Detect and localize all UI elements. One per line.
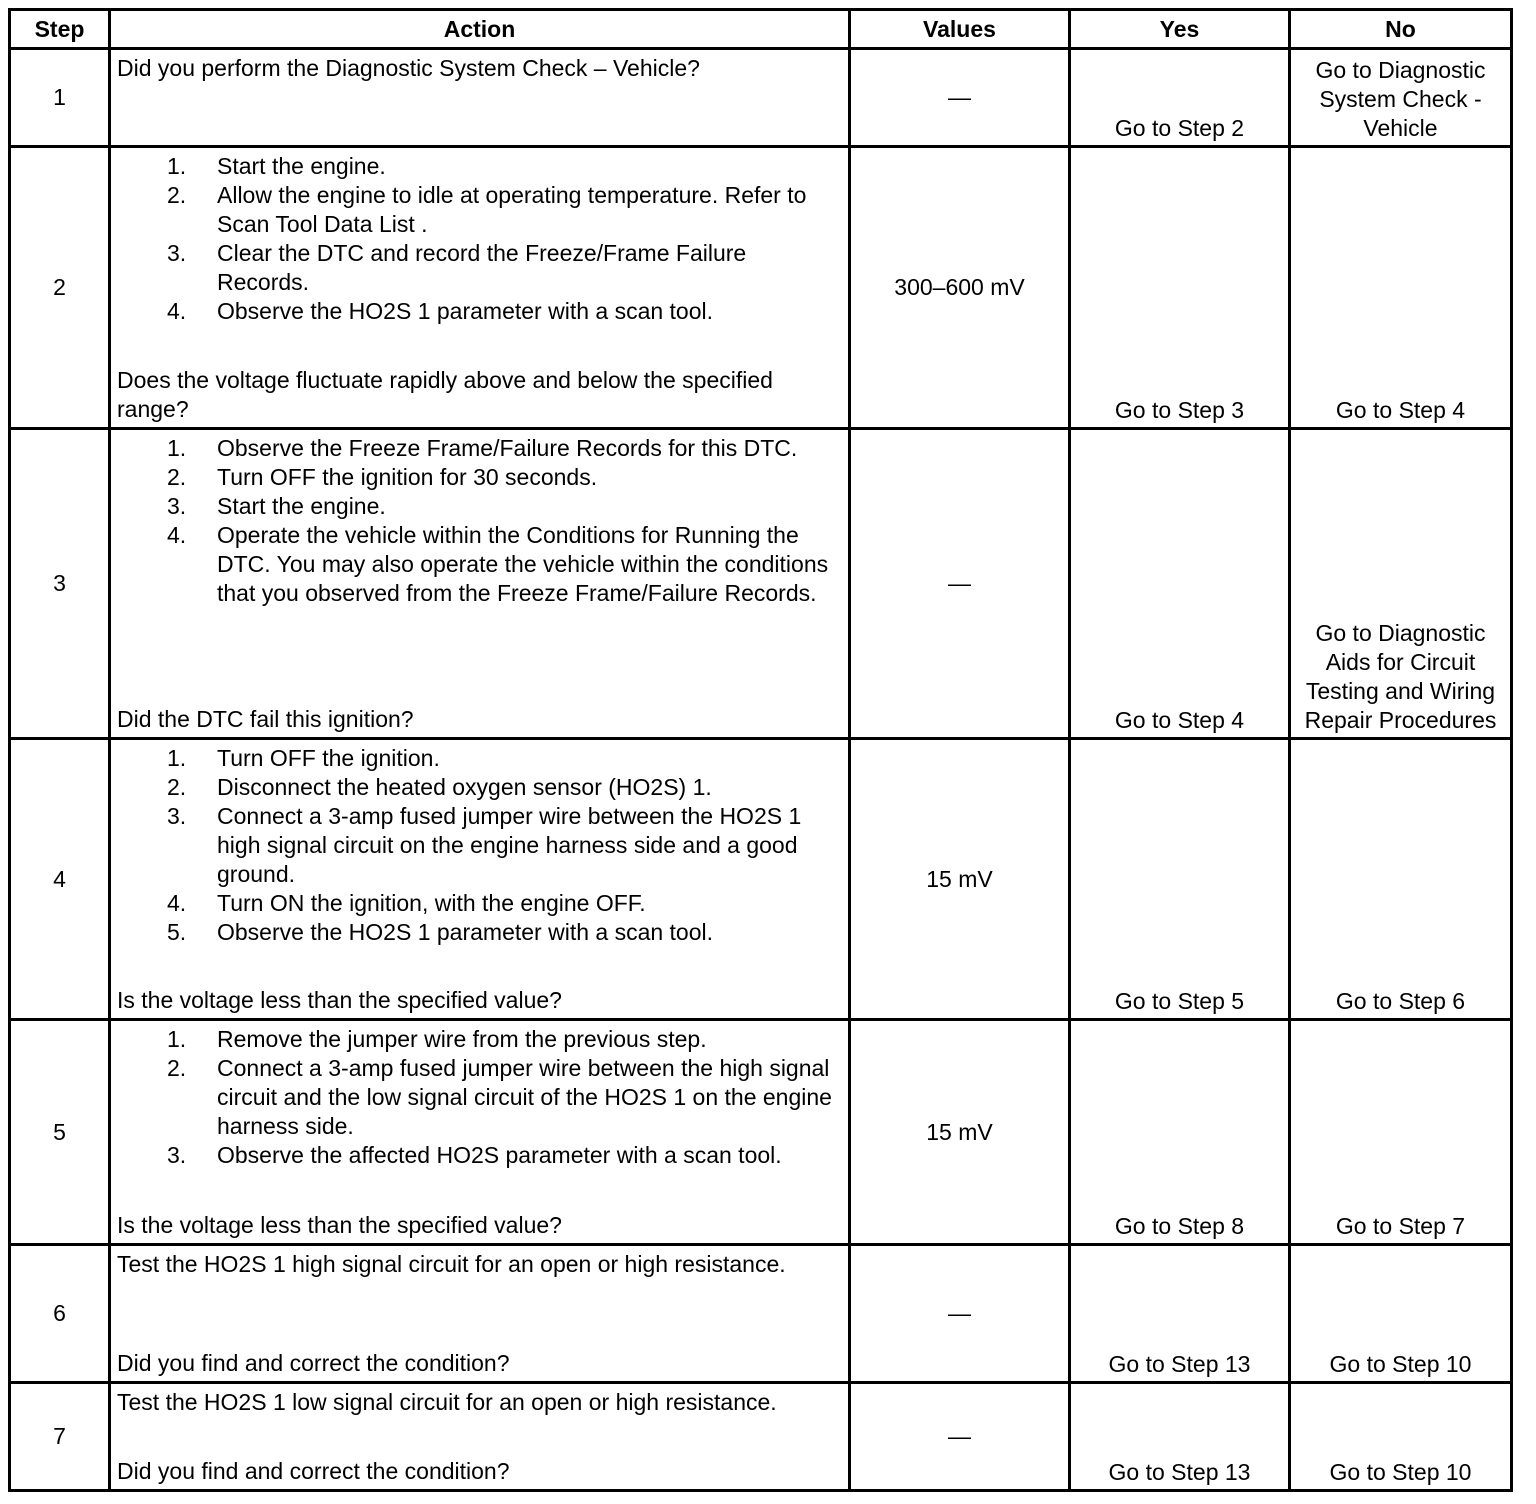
action-steps [117,744,840,947]
action-question: Is the voltage less than the specified value? [117,1212,562,1238]
yes-cell [1070,1245,1290,1383]
action-step-item: Observe the Freeze Frame/Failure Records for this DTC. [217,435,798,461]
header-action: Action [110,10,850,49]
value-cell: 15 mV [850,1020,1070,1245]
yes-cell [1070,49,1290,147]
step-number: 7 [10,1383,110,1491]
no-cell [1290,1245,1512,1383]
value-cell: 300–600 mV [850,147,1070,429]
yes-link: Go to Step 13 [1108,1351,1251,1377]
action-step-item: Start the engine. [217,493,386,519]
action-step-item: Operate the vehicle within the Conditions for Running the DTC. You may also operate the vehicle within the conditions that you observed from the Freeze Frame/Failure Records. [217,522,829,606]
step-number: 4 [10,739,110,1020]
no-link: Go to Step 7 [1335,1213,1466,1239]
action-step-item: Allow the engine to idle at operating temperature. Refer to Scan Tool Data List . [217,182,807,237]
yes-link: Go to Step 13 [1108,1459,1251,1485]
no-link: Go to Step 6 [1335,988,1466,1014]
action-cell [110,1020,850,1245]
action-step-item: Turn OFF the ignition for 30 seconds. [217,464,598,490]
no-link: Go to Step 4 [1335,397,1466,423]
action-cell [110,147,850,429]
yes-link: Go to Step 2 [1114,115,1245,141]
diagnostic-table [8,8,1513,1492]
header-yes: Yes [1070,10,1290,49]
no-cell [1290,49,1512,147]
action-question: Is the voltage less than the specified value? [117,987,562,1013]
yes-link: Go to Step 8 [1114,1213,1245,1239]
yes-link: Go to Step 3 [1114,397,1245,423]
step-number: 1 [10,49,110,147]
value-cell: — [850,429,1070,739]
step-number: 5 [10,1020,110,1245]
yes-cell [1070,739,1290,1020]
yes-cell [1070,147,1290,429]
action-intro: Test the HO2S 1 low signal circuit for an open or high resistance. [117,1389,777,1415]
table-body [10,49,1512,1491]
action-step-item: Remove the jumper wire from the previous step. [217,1026,707,1052]
action-cell [110,1245,850,1383]
action-intro: Test the HO2S 1 high signal circuit for an open or high resistance. [117,1251,786,1277]
action-step-item: Turn OFF the ignition. [217,745,440,771]
action-step-item: Turn ON the ignition, with the engine OFF. [217,890,646,916]
action-cell [110,739,850,1020]
yes-cell [1070,429,1290,739]
action-question: Did you find and correct the condition? [117,1458,510,1484]
no-link: Go to Diagnostic System Check - Vehicle [1315,57,1486,141]
no-link: Go to Diagnostic Aids for Circuit Testing and Wiring Repair Procedures [1304,620,1497,733]
table-row [10,429,1512,739]
action-cell [110,429,850,739]
yes-link: Go to Step 5 [1114,988,1245,1014]
action-cell [110,49,850,147]
no-cell [1290,147,1512,429]
action-step-item: Observe the affected HO2S parameter with a scan tool. [217,1142,782,1168]
yes-cell [1070,1383,1290,1491]
action-step-item: Clear the DTC and record the Freeze/Frame Failure Records. [217,240,747,295]
action-question: Does the voltage fluctuate rapidly above and below the specified range? [117,367,773,422]
step-number: 2 [10,147,110,429]
no-cell [1290,739,1512,1020]
value-cell: — [850,49,1070,147]
action-question: Did you find and correct the condition? [117,1350,510,1376]
step-number: 3 [10,429,110,739]
yes-link: Go to Step 4 [1114,707,1245,733]
action-question: Did the DTC fail this ignition? [117,706,414,732]
step-number: 6 [10,1245,110,1383]
value-cell: — [850,1383,1070,1491]
header-no: No [1290,10,1512,49]
table-row [10,739,1512,1020]
no-cell [1290,1383,1512,1491]
action-steps [117,1025,840,1170]
table-row [10,49,1512,147]
action-step-item: Observe the HO2S 1 parameter with a scan tool. [217,298,714,324]
no-cell [1290,429,1512,739]
action-cell [110,1383,850,1491]
table-row [10,1020,1512,1245]
action-step-item: Connect a 3-amp fused jumper wire between the high signal circuit and the low signal circuit of the HO2S 1 on the engine harness side. [217,1055,832,1139]
action-steps [117,152,840,326]
no-link: Go to Step 10 [1329,1459,1472,1485]
header-row [10,10,1512,49]
header-values: Values [850,10,1070,49]
yes-cell [1070,1020,1290,1245]
action-step-item: Observe the HO2S 1 parameter with a scan tool. [217,919,714,945]
action-step-item: Start the engine. [217,153,386,179]
table-row [10,1245,1512,1383]
action-step-item: Disconnect the heated oxygen sensor (HO2S) 1. [217,774,712,800]
header-step: Step [10,10,110,49]
action-intro: Did you perform the Diagnostic System Check – Vehicle? [117,55,700,81]
value-cell: 15 mV [850,739,1070,1020]
action-steps [117,434,840,608]
action-step-item: Connect a 3-amp fused jumper wire between the HO2S 1 high signal circuit on the engine harness side and a good ground. [217,803,802,887]
no-cell [1290,1020,1512,1245]
value-cell: — [850,1245,1070,1383]
no-link: Go to Step 10 [1329,1351,1472,1377]
table-row [10,147,1512,429]
table-row [10,1383,1512,1491]
